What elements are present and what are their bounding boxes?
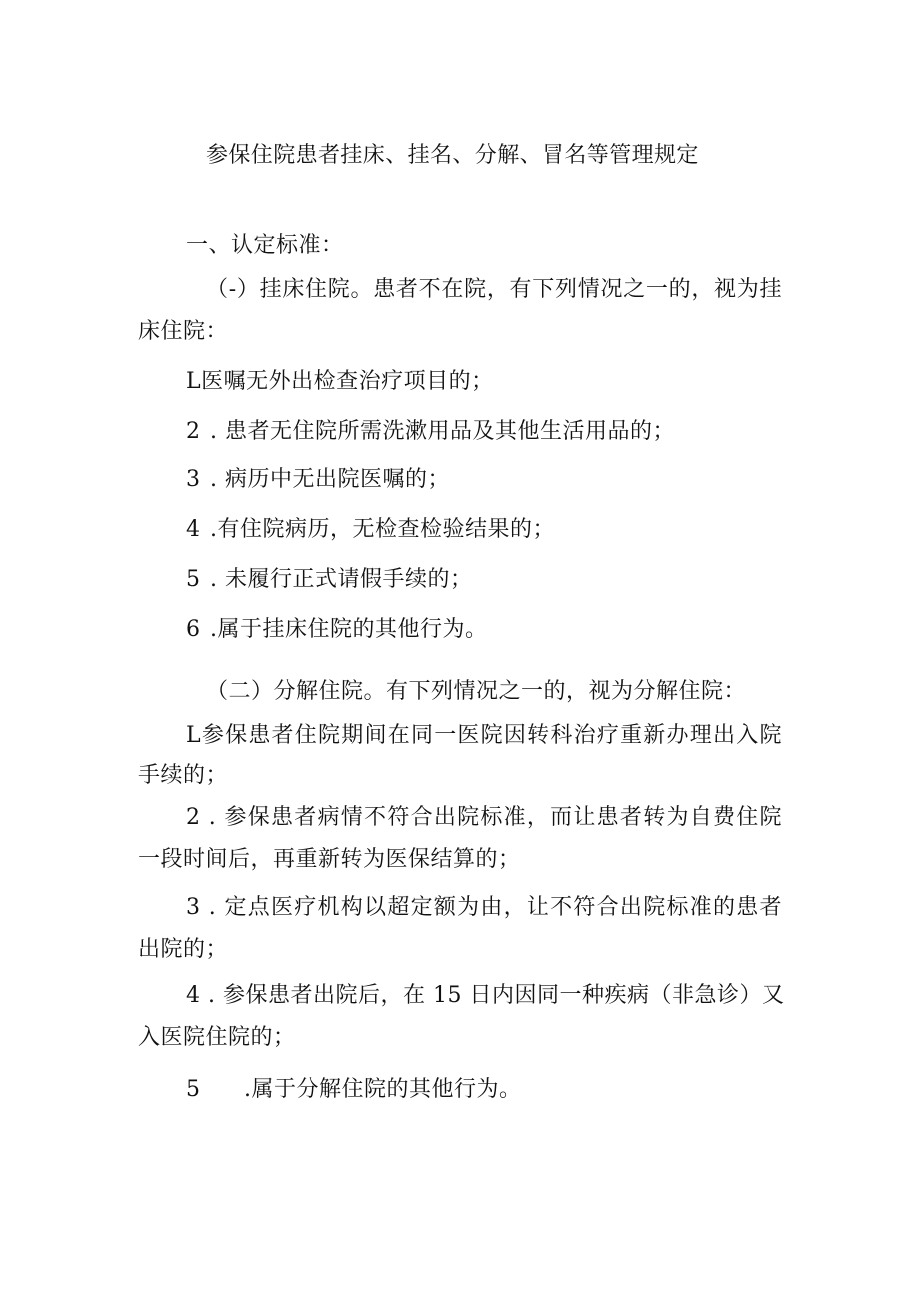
part1-intro-line2: 床住院： [138,319,229,344]
part1-item-2 [186,418,675,446]
part2-item-5 [186,1076,522,1104]
part2-item-1-line1: L参保患者住院期间在同一医院因转科治疗重新办理出入院 [186,723,782,748]
item-text: .属于挂床住院的其他行为。 [210,617,488,642]
item-number: 3 [186,467,201,492]
part1-item-3 [186,466,450,494]
part2-item-4-line1: 4 . 参保患者出院后，在 15 日内因同一种疾病（非急诊）又 [186,983,785,1008]
item-number: 6 [186,617,201,642]
part2-item-3-line2: 出院的； [138,937,229,962]
part2-item-2-line1: 2 . 参保患者病情不符合出院标准，而让患者转为自费住院 [186,805,782,830]
item-number: L [186,369,202,394]
part1-item-6 [186,616,488,644]
section-heading-criteria: 一、认定标准： [186,233,344,258]
item-text: . 病历中无出院医嘱的； [210,467,450,492]
part1-intro-line1: （-）挂床住院。患者不在院，有下列情况之一的，视为挂 [206,277,782,302]
document-title: 参保住院患者挂床、挂名、分解、冒名等管理规定 [206,143,699,168]
item-number: 2 [186,419,201,444]
item-number: 5 [186,1077,201,1102]
item-text: .属于分解住院的其他行为。 [244,1077,522,1102]
part2-item-2-line2: 一段时间后，再重新转为医保结算的； [138,847,521,872]
item-text: . 患者无住院所需洗漱用品及其他生活用品的； [210,419,675,444]
part1-item-4 [186,516,555,544]
item-text: 医嘱无外出检查治疗项目的； [201,369,494,394]
item-number: 4 [186,517,201,542]
part2-item-3-line1: 3 . 定点医疗机构以超定额为由，让不符合出院标准的患者 [186,895,782,920]
part1-item-5 [186,566,473,594]
part2-intro: （二）分解住院。有下列情况之一的，视为分解住院： [206,679,747,704]
item-text: .有住院病历，无检查检验结果的； [210,517,555,542]
item-number: 5 [186,567,201,592]
part2-item-4-line2: 入医院住院的； [138,1025,296,1050]
item-text: . 未履行正式请假手续的； [210,567,473,592]
part2-item-1-line2: 手续的； [138,763,229,788]
part1-item-1 [186,368,494,396]
